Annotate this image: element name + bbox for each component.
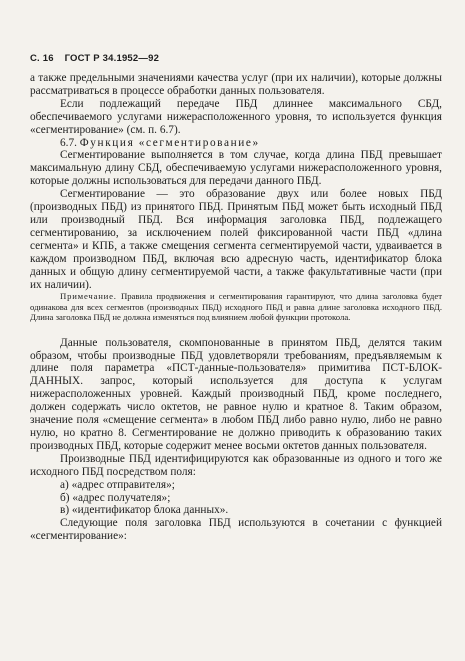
standard-code: ГОСТ Р 34.1952—92: [64, 53, 160, 64]
paragraph-derived-identification: Производные ПБД идентифицируются как образованные из одного и того же исходного ПБД посредством поля:: [30, 452, 442, 478]
note-text: Правила продвижения и сегментирования гарантируют, что длина заголовка будет одинакова для всех сегментов (производных ПБД) исходного ПБД и равна длине заголовка исходного ПБД. Длина заголовка ПБД не должна изменяться под влиянием любой функции протокола.: [30, 291, 442, 323]
paragraph-segmentation-definition: Сегментирование — это образование двух или более новых ПБД (производных ПБД) из принятого ПБД. Принятым ПБД может быть исходный ПБД или производный ПБД. Вся информация заголовка ПБД, подлежащего сегментированию, за исключением полей фиксированной части ПБД «длина сегмента» и КПБ, а также смещения сегмента сегментируемой части, удваивается в каждом производном ПБД, включая всю адресную часть, идентификатор блока данных и общую длину сегментируемой части, а также факультативные части (при их наличии).: [30, 188, 442, 291]
page-header: [30, 53, 167, 64]
page-body: [30, 72, 442, 543]
paragraph-user-data: Данные пользователя, скомпонованные в принятом ПБД, делятся таким образом, чтобы производные ПБД удовлетворяли требованиям, предъявляемым к длине поля параметра «ПСТ-данные-пользователя» примитива ПСТ-БЛОК-ДАННЫХ. запрос, который используется для доступа к услугам нижерасположенных уровней. Каждый производный ПБД, кроме последнего, должен содержать число октетов, не равное нулю и кратное 8. Таким образом, значение поля «смещение сегмента» в любом ПБД либо равно нулю, либо не равно нулю, но кратно 8. Сегментирование не должно приводить к образованию таких производных ПБД, которые содержит менее восьми октетов данных пользователя.: [30, 336, 442, 452]
section-heading: [30, 137, 442, 150]
page-number: С. 16: [30, 53, 54, 64]
paragraph-segmentation-reference: Если подлежащий передаче ПБД длиннее максимального СБД, обеспечиваемого услугами нижерасположенного уровня, то используется функция «сегментирование» (см. п. 6.7).: [30, 97, 442, 136]
paragraph-header-fields: Следующие поля заголовка ПБД используются в сочетании с функцией «сегментирование»:: [30, 517, 442, 543]
list-item-block-id: в) «идентификатор блока данных».: [60, 504, 229, 517]
paragraph-quality: а также предельными значениями качества услуг (при их наличии), которые должны рассматриваться в процессе обработки данных пользователя.: [30, 72, 442, 97]
list-item-destination-address: б) «адрес получателя»;: [60, 491, 171, 504]
note-label: Примечание.: [60, 291, 117, 302]
section-number: 6.7.: [60, 136, 77, 149]
note: [30, 291, 442, 322]
section-title: Функция «сегментирование»: [79, 136, 260, 149]
spacer: [30, 323, 442, 337]
list-item-source-address: а) «адрес отправителя»;: [60, 478, 175, 491]
paragraph-segmentation-condition: Сегментирование выполняется в том случае, когда длина ПБД превышает максимальную длину СБД, обеспечиваемую услугами нижерасположенного уровня, которые должны использоваться для передачи данного ПБД.: [30, 149, 442, 188]
